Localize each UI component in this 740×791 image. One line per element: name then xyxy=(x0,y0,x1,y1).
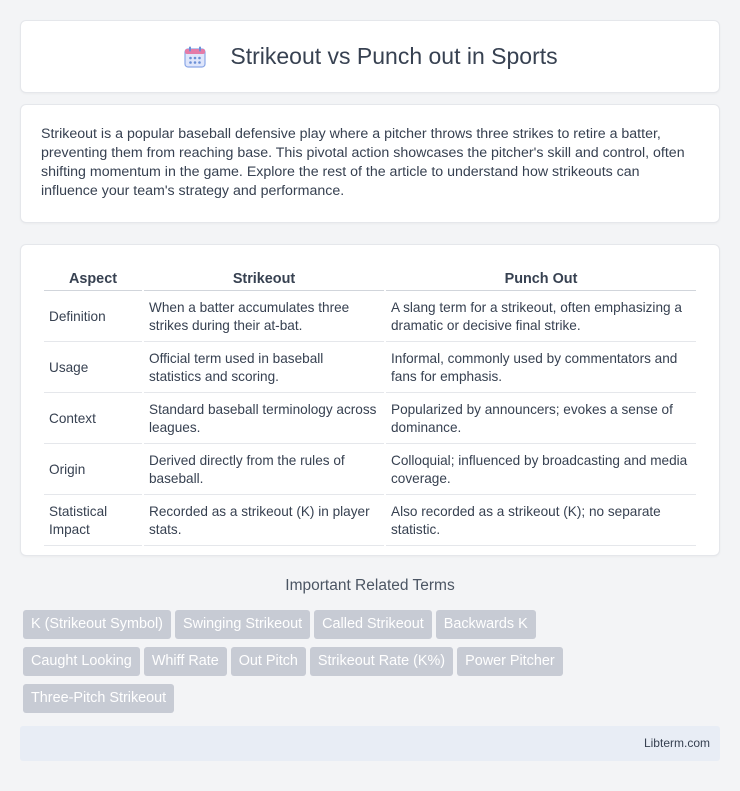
page-title: Strikeout vs Punch out in Sports xyxy=(230,43,558,69)
row-aspect: Definition xyxy=(44,293,142,342)
table-row xyxy=(44,344,696,393)
row-strikeout: Standard baseball terminology across leagues. xyxy=(144,395,384,444)
table-row xyxy=(44,395,696,444)
row-strikeout: When a batter accumulates three strikes during their at-bat. xyxy=(144,293,384,342)
header-aspect: Aspect xyxy=(44,267,142,291)
row-strikeout: Official term used in baseball statistics and scoring. xyxy=(144,344,384,393)
row-aspect: Origin xyxy=(44,446,142,495)
intro-paragraph: Strikeout is a popular baseball defensive play where a pitcher throws three strikes to retire a batter, preventing them from reaching base. This pivotal action showcases the pitcher's skill and control, often shifting momentum in the game. Explore the rest of the article to understand how strikeouts can influence your team's strategy and performance. xyxy=(41,126,685,199)
table-row xyxy=(44,293,696,342)
related-term-tag[interactable]: Backwards K xyxy=(436,610,536,639)
related-term-tag[interactable]: Three-Pitch Strikeout xyxy=(23,684,174,713)
related-terms-list xyxy=(23,610,723,721)
row-punch-out: A slang term for a strikeout, often emphasizing a dramatic or decisive final strike. xyxy=(386,293,696,342)
footer xyxy=(20,726,720,761)
row-aspect: Context xyxy=(44,395,142,444)
intro-card xyxy=(20,104,720,223)
related-term-tag[interactable]: K (Strikeout Symbol) xyxy=(23,610,171,639)
row-strikeout: Derived directly from the rules of baseball. xyxy=(144,446,384,495)
header-strikeout: Strikeout xyxy=(144,267,384,291)
related-term-tag[interactable]: Out Pitch xyxy=(231,647,306,676)
table-header-row xyxy=(44,267,696,291)
related-term-tag[interactable]: Called Strikeout xyxy=(314,610,432,639)
related-term-tag[interactable]: Swinging Strikeout xyxy=(175,610,310,639)
related-term-tag[interactable]: Strikeout Rate (K%) xyxy=(310,647,453,676)
table-row xyxy=(44,446,696,495)
comparison-card xyxy=(20,244,720,556)
table-row xyxy=(44,497,696,546)
title-card xyxy=(20,20,720,93)
row-punch-out: Popularized by announcers; evokes a sense of dominance. xyxy=(386,395,696,444)
header-punch-out: Punch Out xyxy=(386,267,696,291)
row-aspect: Statistical Impact xyxy=(44,497,142,546)
related-terms-title: Important Related Terms xyxy=(285,577,455,594)
related-term-tag[interactable]: Caught Looking xyxy=(23,647,140,676)
row-strikeout: Recorded as a strikeout (K) in player stats. xyxy=(144,497,384,546)
row-punch-out: Also recorded as a strikeout (K); no separate statistic. xyxy=(386,497,696,546)
row-punch-out: Informal, commonly used by commentators and fans for emphasis. xyxy=(386,344,696,393)
footer-site-link[interactable]: Libterm.com xyxy=(643,736,710,750)
related-term-tag[interactable]: Whiff Rate xyxy=(144,647,227,676)
calendar-icon xyxy=(182,44,208,70)
row-punch-out: Colloquial; influenced by broadcasting and media coverage. xyxy=(386,446,696,495)
row-aspect: Usage xyxy=(44,344,142,393)
comparison-table xyxy=(42,265,698,548)
related-term-tag[interactable]: Power Pitcher xyxy=(457,647,563,676)
